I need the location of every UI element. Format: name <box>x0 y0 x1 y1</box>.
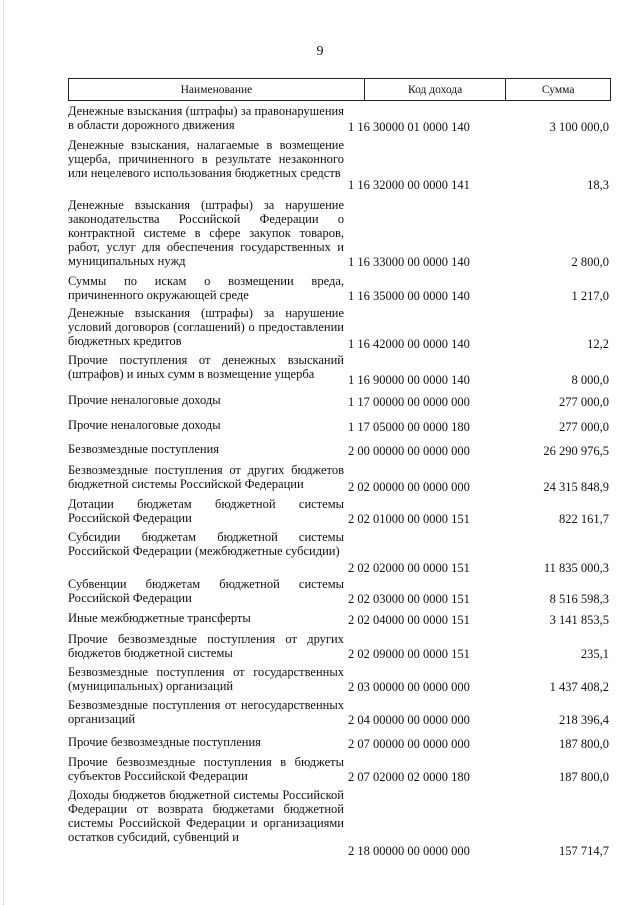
cell-code: 2 02 02000 00 0000 151 <box>348 561 470 575</box>
table-row <box>68 198 611 269</box>
cell-code: 1 16 90000 00 0000 140 <box>348 373 470 387</box>
cell-name: Прочие неналоговые доходы <box>68 418 221 432</box>
cell-code: 1 16 33000 00 0000 140 <box>348 255 470 269</box>
table-row <box>68 274 611 303</box>
table-row <box>68 611 611 627</box>
cell-sum: 12,2 <box>587 337 609 351</box>
table-row <box>68 442 611 458</box>
cell-sum: 218 396,4 <box>559 713 609 727</box>
cell-code: 1 16 30000 01 0000 140 <box>348 120 470 134</box>
cell-code: 2 18 00000 00 0000 000 <box>348 844 470 858</box>
table-row <box>68 735 611 751</box>
cell-sum: 26 290 976,5 <box>543 444 609 458</box>
table-row <box>68 788 611 858</box>
cell-sum: 11 835 000,3 <box>543 561 609 575</box>
cell-name: Прочие безвозмездные поступления от других бюджетов бюджетной системы <box>68 632 344 660</box>
table-row <box>68 353 611 387</box>
cell-sum: 3 100 000,0 <box>549 120 609 134</box>
table-row <box>68 393 611 409</box>
cell-code: 2 02 09000 00 0000 151 <box>348 647 470 661</box>
cell-code: 2 02 04000 00 0000 151 <box>348 613 470 627</box>
cell-code: 1 16 35000 00 0000 140 <box>348 289 470 303</box>
cell-sum: 24 315 848,9 <box>543 480 609 494</box>
cell-name: Денежные взыскания (штрафы) за правонарушения в области дорожного движения <box>68 104 344 132</box>
cell-sum: 187 800,0 <box>559 737 609 751</box>
cell-sum: 2 800,0 <box>571 255 609 269</box>
cell-name: Денежные взыскания (штрафы) за нарушение условий договоров (соглашений) о предоставлении бюджетных кредитов <box>68 306 344 348</box>
cell-name: Безвозмездные поступления от государственных (муниципальных) организаций <box>68 665 344 693</box>
table-row <box>68 577 611 606</box>
cell-name: Безвозмездные поступления от других бюджетов бюджетной системы Российской Федерации <box>68 463 344 491</box>
page-number: 9 <box>316 44 324 59</box>
cell-name: Безвозмездные поступления <box>68 442 220 456</box>
table-row <box>68 104 611 134</box>
cell-code: 2 02 03000 00 0000 151 <box>348 592 470 606</box>
cell-sum: 8 516 598,3 <box>549 592 609 606</box>
cell-code: 2 03 00000 00 0000 000 <box>348 680 470 694</box>
cell-sum: 8 000,0 <box>571 373 609 387</box>
revenue-table <box>68 78 611 858</box>
table-row <box>68 530 611 575</box>
table-row <box>68 665 611 694</box>
cell-sum: 157 714,7 <box>559 844 609 858</box>
cell-sum: 235,1 <box>580 647 609 661</box>
cell-name: Прочие поступления от денежных взысканий (штрафов) и иных сумм в возмещение ущерба <box>68 353 344 381</box>
cell-code: 1 17 00000 00 0000 000 <box>348 395 470 409</box>
cell-code: 2 02 01000 00 0000 151 <box>348 512 470 526</box>
cell-name: Безвозмездные поступления от негосударственных организаций <box>68 698 344 726</box>
table-row <box>68 497 611 526</box>
cell-name: Прочие неналоговые доходы <box>68 393 221 407</box>
cell-code: 2 07 02000 02 0000 180 <box>348 770 470 784</box>
cell-sum: 277 000,0 <box>559 420 609 434</box>
cell-code: 2 04 00000 00 0000 000 <box>348 713 470 727</box>
cell-code: 2 02 00000 00 0000 000 <box>348 480 470 494</box>
table-row <box>68 138 611 192</box>
table-row <box>68 698 611 727</box>
cell-sum: 3 141 853,5 <box>549 613 609 627</box>
cell-name: Иные межбюджетные трансферты <box>68 611 251 625</box>
header-name: Наименование <box>69 79 365 100</box>
cell-sum: 277 000,0 <box>559 395 609 409</box>
cell-sum: 822 161,7 <box>559 512 609 526</box>
cell-name: Денежные взыскания (штрафы) за нарушение законодательства Российской Федерации о контрактной системе в сфере закупок товаров, работ, услуг для обеспечения государственных и муниципальных нужд <box>68 198 344 268</box>
cell-name: Субвенции бюджетам бюджетной системы Российской Федерации <box>68 577 344 605</box>
cell-name: Денежные взыскания, налагаемые в возмещение ущерба, причиненного в результате незаконного или нецелевого использования бюджетных средств <box>68 138 344 180</box>
header-sum: Сумма <box>541 83 575 96</box>
table-row <box>68 755 611 784</box>
cell-sum: 187 800,0 <box>559 770 609 784</box>
cell-sum: 1 437 408,2 <box>549 680 609 694</box>
cell-sum: 18,3 <box>587 178 609 192</box>
cell-code: 2 00 00000 00 0000 000 <box>348 444 470 458</box>
table-row <box>68 306 611 351</box>
cell-code: 1 16 32000 00 0000 141 <box>348 178 470 192</box>
cell-name: Доходы бюджетов бюджетной системы Российской Федерации от возврата бюджетами бюджетной системы Российской Федерации и организациями остатков субсидий, субвенций и <box>68 788 344 844</box>
table-row <box>68 632 611 661</box>
table-header <box>68 78 611 101</box>
header-code: Код дохода <box>365 79 506 100</box>
cell-name: Субсидии бюджетам бюджетной системы Российской Федерации (межбюджетные субсидии) <box>68 530 344 558</box>
table-row <box>68 418 611 434</box>
cell-name: Прочие безвозмездные поступления <box>68 735 261 749</box>
cell-code: 2 07 00000 00 0000 000 <box>348 737 470 751</box>
cell-sum: 1 217,0 <box>571 289 609 303</box>
cell-code: 1 17 05000 00 0000 180 <box>348 420 470 434</box>
scan-margin-line <box>3 0 5 905</box>
cell-name: Суммы по искам о возмещении вреда, причиненного окружающей среде <box>68 274 344 302</box>
cell-name: Дотации бюджетам бюджетной системы Российской Федерации <box>68 497 344 525</box>
table-row <box>68 463 611 494</box>
cell-name: Прочие безвозмездные поступления в бюджеты субъектов Российской Федерации <box>68 755 344 783</box>
cell-code: 1 16 42000 00 0000 140 <box>348 337 470 351</box>
